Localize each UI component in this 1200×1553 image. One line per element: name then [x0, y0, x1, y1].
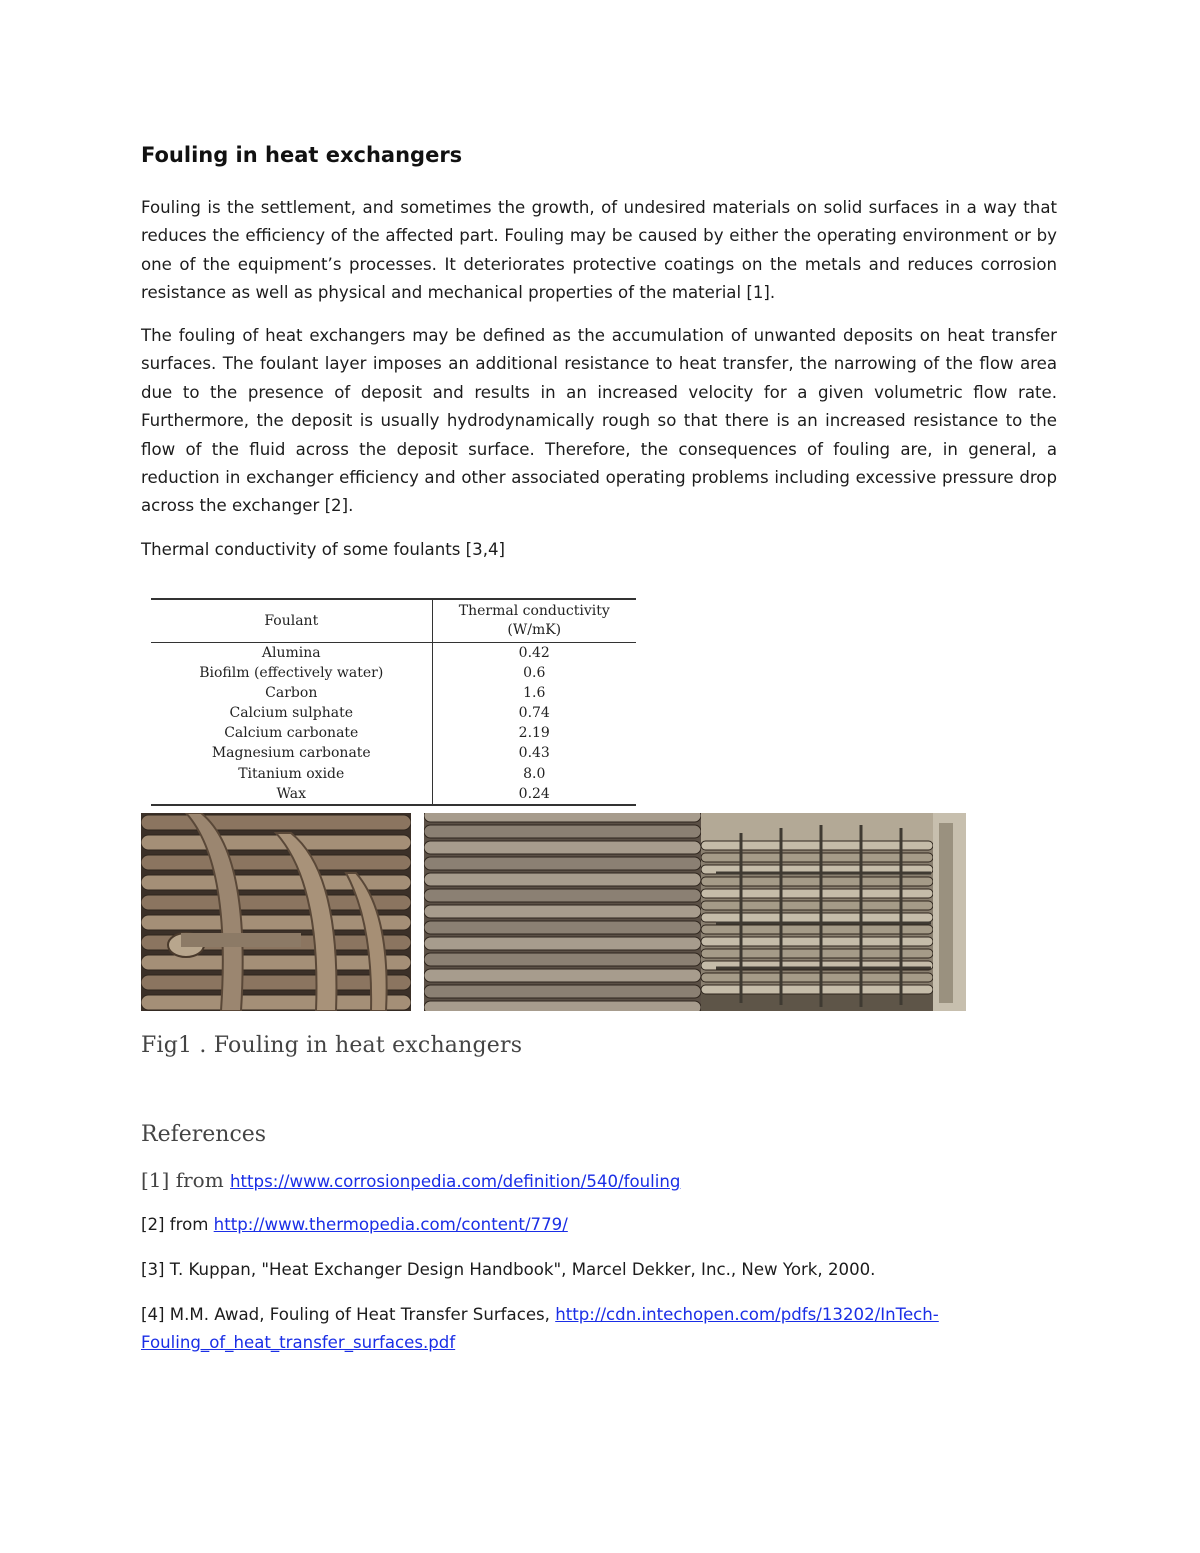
reference-2-link[interactable]: http://www.thermopedia.com/content/779/ [213, 1215, 568, 1234]
cell-value: 0.24 [432, 784, 636, 805]
table-row [151, 743, 636, 763]
reference-4-link[interactable]: http://cdn.intechopen.com/pdfs/13202/InTech-Fouling_of_heat_transfer_surfaces.pdf [141, 1305, 939, 1353]
cell-foulant: Alumina [151, 643, 432, 664]
table-row [151, 784, 636, 805]
header-foulant: Foulant [151, 599, 432, 643]
reference-1-prefix: [1] from [141, 1168, 231, 1192]
paragraph-heat-exchangers: The fouling of heat exchangers may be defined as the accumulation of unwanted deposits on heat transfer surfaces. The foulant layer imposes an additional resistance to heat transfer, the narrowing of the flow area due to the presence of deposit and results in an increased velocity for a given volumetric flow rate. Furthermore, the deposit is usually hydrodynamically rough so that there is an increased resistance to the flow of the fluid across the deposit surface. Therefore, the consequences of fouling are, in general, a reduction in exchanger efficiency and other associated operating problems including excessive pressure drop across the exchanger [2]. [141, 326, 1057, 516]
header-conductivity: Thermal conductivity (W/mK) [432, 599, 636, 643]
cell-value: 8.0 [523, 765, 546, 782]
cell-value: 0.42 [518, 645, 550, 661]
photo-fouled-tube-baffles [141, 813, 411, 1011]
cell-value: 0.74 [518, 705, 550, 722]
table-caption: Thermal conductivity of some foulants [3,4] [141, 540, 506, 559]
references-heading: References [141, 1122, 267, 1147]
table-header-row [151, 599, 636, 643]
table-row [151, 764, 636, 784]
cell-foulant: Calcium sulphate [151, 703, 432, 723]
cell-foulant: Calcium carbonate [151, 723, 432, 743]
reference-2-prefix: [2] from [141, 1215, 214, 1234]
reference-1-link[interactable]: https://www.corrosionpedia.com/definition/540/fouling [230, 1172, 681, 1191]
table-row [151, 723, 636, 743]
reference-3: [3] T. Kuppan, "Heat Exchanger Design Handbook", Marcel Dekker, Inc., New York, 2000. [141, 1260, 876, 1279]
reference-1 [141, 1166, 1057, 1196]
foulant-conductivity-table [151, 598, 636, 806]
cell-value: 2.19 [518, 725, 550, 742]
cell-value: 0.43 [518, 745, 550, 762]
cell-value: 0.6 [523, 665, 546, 682]
reference-4-prefix: [4] M.M. Awad, Fouling of Heat Transfer Surfaces, [141, 1305, 556, 1324]
paragraph-intro: Fouling is the settlement, and sometimes the growth, of undesired materials on solid surfaces in a way that reduces the efficiency of the affected part. Fouling may be caused by either the operating environment or by one of the equipment’s processes. It deteriorates protective coatings on the metals and reduces corrosion resistance as well as physical and mechanical properties of the material [1]. [141, 198, 1057, 303]
figure-caption: Fig1 . Fouling in heat exchangers [141, 1033, 523, 1058]
photo-fouled-tube-bundle [701, 813, 966, 1011]
page-title: Fouling in heat exchangers [141, 143, 463, 167]
table-row [151, 683, 636, 703]
table-row [151, 663, 636, 683]
cell-foulant: Magnesium carbonate [151, 743, 432, 763]
cell-foulant: Wax [151, 784, 432, 805]
table-row [151, 703, 636, 723]
reference-4 [141, 1301, 1057, 1358]
table-row [151, 643, 636, 664]
cell-foulant: Carbon [151, 683, 432, 703]
reference-2 [141, 1211, 1057, 1239]
cell-foulant: Biofilm (effectively water) [151, 663, 432, 683]
cell-foulant: Titanium oxide [151, 764, 432, 784]
photo-fouled-tubes-closeup [424, 813, 701, 1011]
cell-value: 1.6 [523, 685, 546, 702]
